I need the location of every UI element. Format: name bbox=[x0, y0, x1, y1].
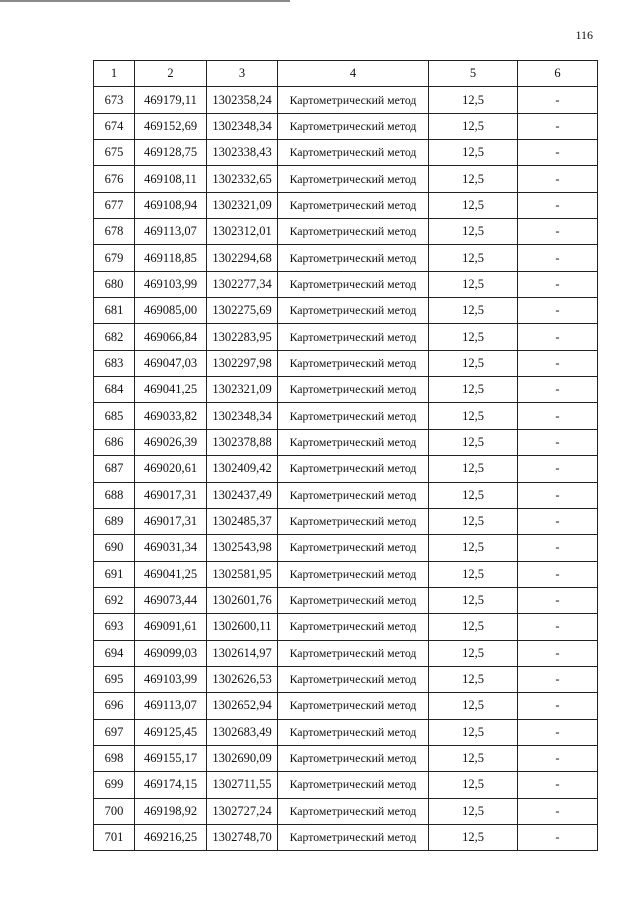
y-coordinate-cell: 1302727,24 bbox=[207, 798, 278, 824]
x-coordinate-cell: 469216,25 bbox=[135, 824, 207, 850]
table-row bbox=[94, 192, 598, 218]
accuracy-cell: 12,5 bbox=[429, 113, 518, 139]
point-number-cell: 695 bbox=[94, 666, 135, 692]
table-row bbox=[94, 693, 598, 719]
table-row bbox=[94, 429, 598, 455]
point-number-cell: 674 bbox=[94, 113, 135, 139]
method-cell: Картометрический метод bbox=[278, 482, 429, 508]
method-cell: Картометрический метод bbox=[278, 614, 429, 640]
y-coordinate-cell: 1302748,70 bbox=[207, 824, 278, 850]
accuracy-cell: 12,5 bbox=[429, 482, 518, 508]
y-coordinate-cell: 1302543,98 bbox=[207, 535, 278, 561]
description-cell: - bbox=[518, 271, 598, 297]
y-coordinate-cell: 1302690,09 bbox=[207, 745, 278, 771]
point-number-cell: 696 bbox=[94, 693, 135, 719]
y-coordinate-cell: 1302683,49 bbox=[207, 719, 278, 745]
accuracy-cell: 12,5 bbox=[429, 245, 518, 271]
table-row bbox=[94, 219, 598, 245]
table-row bbox=[94, 456, 598, 482]
table-row bbox=[94, 482, 598, 508]
accuracy-cell: 12,5 bbox=[429, 587, 518, 613]
description-cell: - bbox=[518, 192, 598, 218]
accuracy-cell: 12,5 bbox=[429, 429, 518, 455]
y-coordinate-cell: 1302626,53 bbox=[207, 666, 278, 692]
accuracy-cell: 12,5 bbox=[429, 614, 518, 640]
table-row bbox=[94, 719, 598, 745]
y-coordinate-cell: 1302294,68 bbox=[207, 245, 278, 271]
x-coordinate-cell: 469017,31 bbox=[135, 482, 207, 508]
method-cell: Картометрический метод bbox=[278, 772, 429, 798]
description-cell: - bbox=[518, 350, 598, 376]
description-cell: - bbox=[518, 561, 598, 587]
table-row bbox=[94, 772, 598, 798]
table-row bbox=[94, 561, 598, 587]
table-row bbox=[94, 87, 598, 113]
method-cell: Картометрический метод bbox=[278, 324, 429, 350]
y-coordinate-cell: 1302614,97 bbox=[207, 640, 278, 666]
top-rule bbox=[0, 0, 290, 2]
table-row bbox=[94, 666, 598, 692]
description-cell: - bbox=[518, 113, 598, 139]
x-coordinate-cell: 469017,31 bbox=[135, 508, 207, 534]
x-coordinate-cell: 469155,17 bbox=[135, 745, 207, 771]
accuracy-cell: 12,5 bbox=[429, 403, 518, 429]
point-number-cell: 693 bbox=[94, 614, 135, 640]
method-cell: Картометрический метод bbox=[278, 640, 429, 666]
accuracy-cell: 12,5 bbox=[429, 298, 518, 324]
table-row bbox=[94, 640, 598, 666]
x-coordinate-cell: 469125,45 bbox=[135, 719, 207, 745]
point-number-cell: 673 bbox=[94, 87, 135, 113]
y-coordinate-cell: 1302321,09 bbox=[207, 192, 278, 218]
point-number-cell: 675 bbox=[94, 140, 135, 166]
method-cell: Картометрический метод bbox=[278, 666, 429, 692]
point-number-cell: 694 bbox=[94, 640, 135, 666]
y-coordinate-cell: 1302338,43 bbox=[207, 140, 278, 166]
method-cell: Картометрический метод bbox=[278, 140, 429, 166]
x-coordinate-cell: 469113,07 bbox=[135, 693, 207, 719]
accuracy-cell: 12,5 bbox=[429, 798, 518, 824]
description-cell: - bbox=[518, 640, 598, 666]
method-cell: Картометрический метод bbox=[278, 350, 429, 376]
y-coordinate-cell: 1302297,98 bbox=[207, 350, 278, 376]
table-row bbox=[94, 166, 598, 192]
point-number-cell: 700 bbox=[94, 798, 135, 824]
table-row bbox=[94, 245, 598, 271]
table-row bbox=[94, 403, 598, 429]
table-row bbox=[94, 745, 598, 771]
coordinates-table bbox=[93, 60, 598, 851]
description-cell: - bbox=[518, 482, 598, 508]
method-cell: Картометрический метод bbox=[278, 587, 429, 613]
accuracy-cell: 12,5 bbox=[429, 219, 518, 245]
point-number-cell: 676 bbox=[94, 166, 135, 192]
point-number-cell: 681 bbox=[94, 298, 135, 324]
method-cell: Картометрический метод bbox=[278, 377, 429, 403]
point-number-cell: 697 bbox=[94, 719, 135, 745]
point-number-cell: 677 bbox=[94, 192, 135, 218]
description-cell: - bbox=[518, 87, 598, 113]
x-coordinate-cell: 469047,03 bbox=[135, 350, 207, 376]
description-cell: - bbox=[518, 614, 598, 640]
x-coordinate-cell: 469174,15 bbox=[135, 772, 207, 798]
table-row bbox=[94, 824, 598, 850]
y-coordinate-cell: 1302437,49 bbox=[207, 482, 278, 508]
accuracy-cell: 12,5 bbox=[429, 745, 518, 771]
accuracy-cell: 12,5 bbox=[429, 719, 518, 745]
point-number-cell: 692 bbox=[94, 587, 135, 613]
description-cell: - bbox=[518, 166, 598, 192]
header-col-1: 1 bbox=[94, 61, 135, 87]
description-cell: - bbox=[518, 719, 598, 745]
x-coordinate-cell: 469041,25 bbox=[135, 377, 207, 403]
method-cell: Картометрический метод bbox=[278, 561, 429, 587]
method-cell: Картометрический метод bbox=[278, 798, 429, 824]
table-header bbox=[94, 61, 598, 87]
accuracy-cell: 12,5 bbox=[429, 271, 518, 297]
x-coordinate-cell: 469091,61 bbox=[135, 614, 207, 640]
accuracy-cell: 12,5 bbox=[429, 140, 518, 166]
description-cell: - bbox=[518, 324, 598, 350]
header-row bbox=[94, 61, 598, 87]
header-col-3: 3 bbox=[207, 61, 278, 87]
x-coordinate-cell: 469085,00 bbox=[135, 298, 207, 324]
accuracy-cell: 12,5 bbox=[429, 350, 518, 376]
accuracy-cell: 12,5 bbox=[429, 824, 518, 850]
accuracy-cell: 12,5 bbox=[429, 508, 518, 534]
point-number-cell: 691 bbox=[94, 561, 135, 587]
x-coordinate-cell: 469118,85 bbox=[135, 245, 207, 271]
description-cell: - bbox=[518, 456, 598, 482]
description-cell: - bbox=[518, 140, 598, 166]
x-coordinate-cell: 469198,92 bbox=[135, 798, 207, 824]
point-number-cell: 684 bbox=[94, 377, 135, 403]
y-coordinate-cell: 1302601,76 bbox=[207, 587, 278, 613]
accuracy-cell: 12,5 bbox=[429, 192, 518, 218]
method-cell: Картометрический метод bbox=[278, 693, 429, 719]
x-coordinate-cell: 469179,11 bbox=[135, 87, 207, 113]
header-col-2: 2 bbox=[135, 61, 207, 87]
x-coordinate-cell: 469099,03 bbox=[135, 640, 207, 666]
description-cell: - bbox=[518, 745, 598, 771]
y-coordinate-cell: 1302312,01 bbox=[207, 219, 278, 245]
table-row bbox=[94, 587, 598, 613]
method-cell: Картометрический метод bbox=[278, 271, 429, 297]
y-coordinate-cell: 1302275,69 bbox=[207, 298, 278, 324]
y-coordinate-cell: 1302283,95 bbox=[207, 324, 278, 350]
y-coordinate-cell: 1302332,65 bbox=[207, 166, 278, 192]
table-row bbox=[94, 298, 598, 324]
y-coordinate-cell: 1302358,24 bbox=[207, 87, 278, 113]
table-row bbox=[94, 614, 598, 640]
y-coordinate-cell: 1302277,34 bbox=[207, 271, 278, 297]
point-number-cell: 679 bbox=[94, 245, 135, 271]
table-body bbox=[94, 87, 598, 851]
x-coordinate-cell: 469041,25 bbox=[135, 561, 207, 587]
accuracy-cell: 12,5 bbox=[429, 693, 518, 719]
method-cell: Картометрический метод bbox=[278, 745, 429, 771]
method-cell: Картометрический метод bbox=[278, 719, 429, 745]
accuracy-cell: 12,5 bbox=[429, 377, 518, 403]
table-row bbox=[94, 113, 598, 139]
method-cell: Картометрический метод bbox=[278, 298, 429, 324]
method-cell: Картометрический метод bbox=[278, 219, 429, 245]
x-coordinate-cell: 469152,69 bbox=[135, 113, 207, 139]
method-cell: Картометрический метод bbox=[278, 166, 429, 192]
page-number: 116 bbox=[575, 28, 593, 42]
point-number-cell: 687 bbox=[94, 456, 135, 482]
x-coordinate-cell: 469108,94 bbox=[135, 192, 207, 218]
y-coordinate-cell: 1302581,95 bbox=[207, 561, 278, 587]
x-coordinate-cell: 469108,11 bbox=[135, 166, 207, 192]
point-number-cell: 678 bbox=[94, 219, 135, 245]
y-coordinate-cell: 1302600,11 bbox=[207, 614, 278, 640]
method-cell: Картометрический метод bbox=[278, 456, 429, 482]
table-row bbox=[94, 140, 598, 166]
accuracy-cell: 12,5 bbox=[429, 535, 518, 561]
y-coordinate-cell: 1302321,09 bbox=[207, 377, 278, 403]
table-row bbox=[94, 535, 598, 561]
table-row bbox=[94, 324, 598, 350]
method-cell: Картометрический метод bbox=[278, 429, 429, 455]
description-cell: - bbox=[518, 535, 598, 561]
y-coordinate-cell: 1302652,94 bbox=[207, 693, 278, 719]
description-cell: - bbox=[518, 508, 598, 534]
description-cell: - bbox=[518, 798, 598, 824]
x-coordinate-cell: 469128,75 bbox=[135, 140, 207, 166]
accuracy-cell: 12,5 bbox=[429, 772, 518, 798]
y-coordinate-cell: 1302348,34 bbox=[207, 113, 278, 139]
point-number-cell: 690 bbox=[94, 535, 135, 561]
x-coordinate-cell: 469020,61 bbox=[135, 456, 207, 482]
x-coordinate-cell: 469103,99 bbox=[135, 271, 207, 297]
description-cell: - bbox=[518, 772, 598, 798]
header-col-6: 6 bbox=[518, 61, 598, 87]
accuracy-cell: 12,5 bbox=[429, 561, 518, 587]
x-coordinate-cell: 469066,84 bbox=[135, 324, 207, 350]
accuracy-cell: 12,5 bbox=[429, 324, 518, 350]
header-col-5: 5 bbox=[429, 61, 518, 87]
point-number-cell: 685 bbox=[94, 403, 135, 429]
point-number-cell: 682 bbox=[94, 324, 135, 350]
method-cell: Картометрический метод bbox=[278, 245, 429, 271]
method-cell: Картометрический метод bbox=[278, 192, 429, 218]
table-row bbox=[94, 377, 598, 403]
accuracy-cell: 12,5 bbox=[429, 87, 518, 113]
accuracy-cell: 12,5 bbox=[429, 666, 518, 692]
y-coordinate-cell: 1302378,88 bbox=[207, 429, 278, 455]
point-number-cell: 680 bbox=[94, 271, 135, 297]
header-col-4: 4 bbox=[278, 61, 429, 87]
point-number-cell: 689 bbox=[94, 508, 135, 534]
description-cell: - bbox=[518, 377, 598, 403]
method-cell: Картометрический метод bbox=[278, 824, 429, 850]
method-cell: Картометрический метод bbox=[278, 508, 429, 534]
y-coordinate-cell: 1302711,55 bbox=[207, 772, 278, 798]
method-cell: Картометрический метод bbox=[278, 113, 429, 139]
description-cell: - bbox=[518, 824, 598, 850]
point-number-cell: 683 bbox=[94, 350, 135, 376]
description-cell: - bbox=[518, 245, 598, 271]
accuracy-cell: 12,5 bbox=[429, 456, 518, 482]
x-coordinate-cell: 469103,99 bbox=[135, 666, 207, 692]
x-coordinate-cell: 469033,82 bbox=[135, 403, 207, 429]
point-number-cell: 701 bbox=[94, 824, 135, 850]
point-number-cell: 686 bbox=[94, 429, 135, 455]
y-coordinate-cell: 1302348,34 bbox=[207, 403, 278, 429]
x-coordinate-cell: 469113,07 bbox=[135, 219, 207, 245]
description-cell: - bbox=[518, 219, 598, 245]
table-row bbox=[94, 271, 598, 297]
x-coordinate-cell: 469031,34 bbox=[135, 535, 207, 561]
accuracy-cell: 12,5 bbox=[429, 640, 518, 666]
point-number-cell: 698 bbox=[94, 745, 135, 771]
x-coordinate-cell: 469026,39 bbox=[135, 429, 207, 455]
y-coordinate-cell: 1302485,37 bbox=[207, 508, 278, 534]
description-cell: - bbox=[518, 429, 598, 455]
table-row bbox=[94, 350, 598, 376]
method-cell: Картометрический метод bbox=[278, 87, 429, 113]
point-number-cell: 688 bbox=[94, 482, 135, 508]
accuracy-cell: 12,5 bbox=[429, 166, 518, 192]
description-cell: - bbox=[518, 403, 598, 429]
description-cell: - bbox=[518, 587, 598, 613]
x-coordinate-cell: 469073,44 bbox=[135, 587, 207, 613]
description-cell: - bbox=[518, 298, 598, 324]
table-row bbox=[94, 508, 598, 534]
table-row bbox=[94, 798, 598, 824]
description-cell: - bbox=[518, 693, 598, 719]
y-coordinate-cell: 1302409,42 bbox=[207, 456, 278, 482]
point-number-cell: 699 bbox=[94, 772, 135, 798]
description-cell: - bbox=[518, 666, 598, 692]
method-cell: Картометрический метод bbox=[278, 535, 429, 561]
method-cell: Картометрический метод bbox=[278, 403, 429, 429]
